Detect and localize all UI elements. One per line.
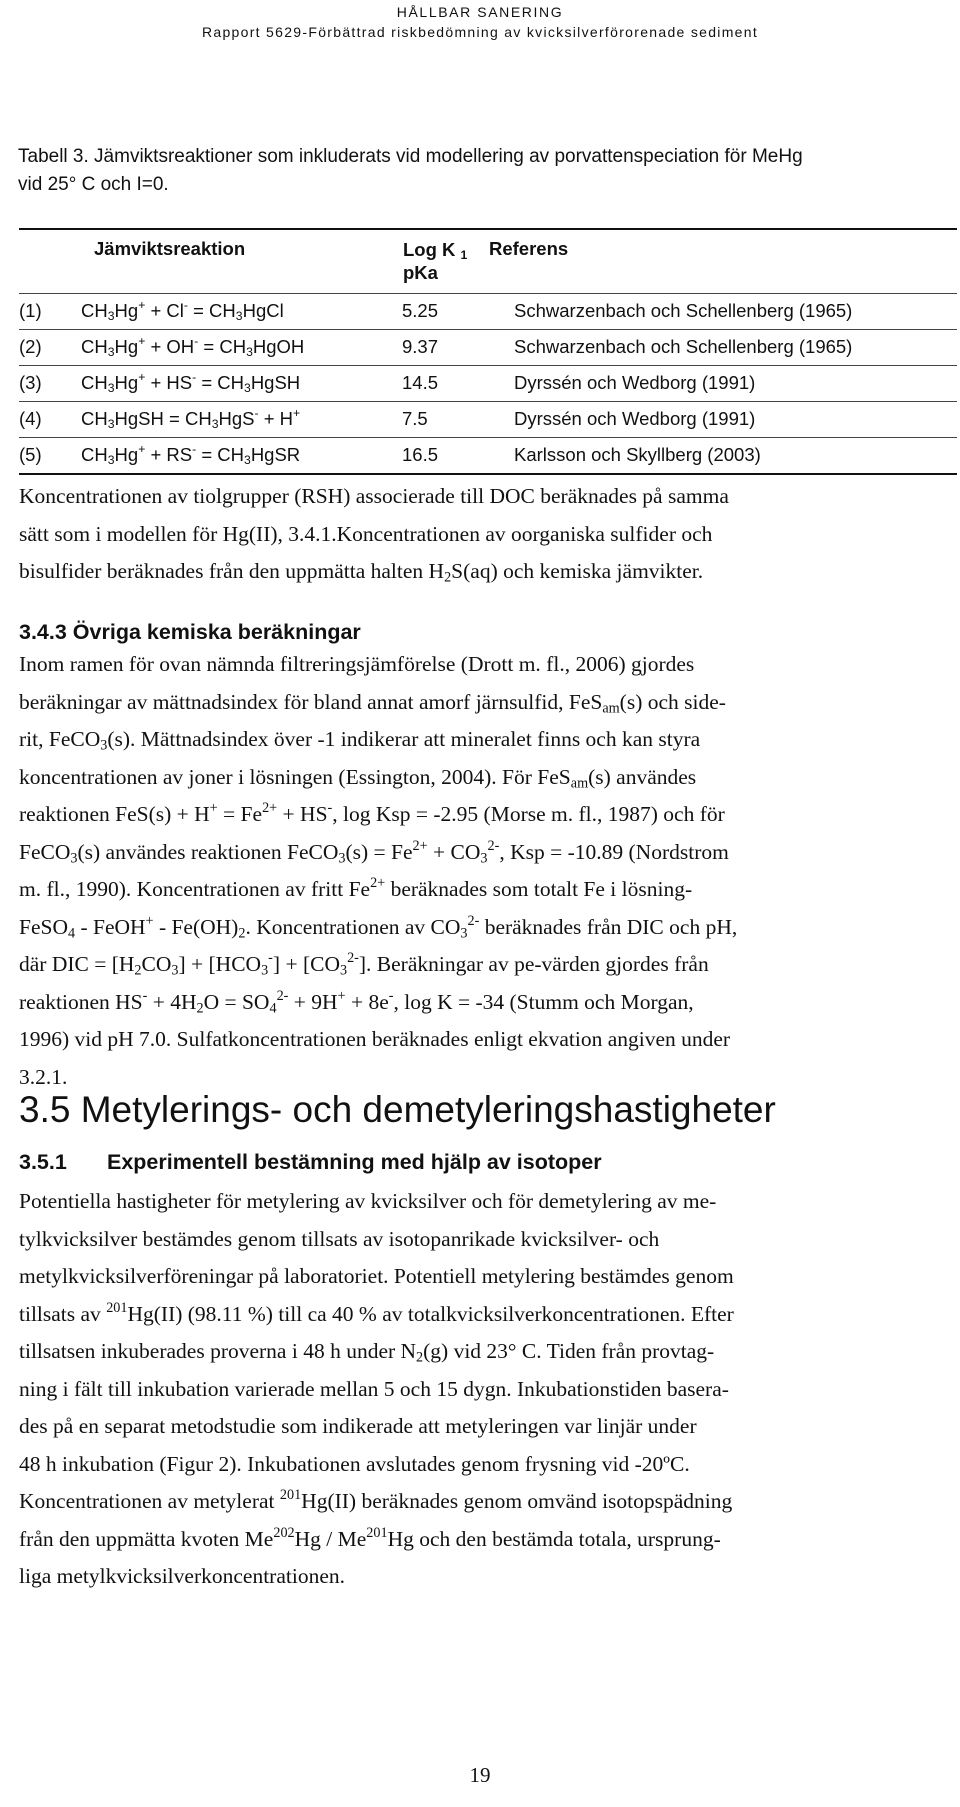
table-row: (1) $CH_3Hg^+ + Cl^-$ = $CH_3HgCl$ 5.25 Schwarzenbach och Schellenberg (1965)	[19, 298, 853, 324]
table-row: (3) $CH_3Hg^+ + HS^-$ = $CH_3HgSH$ 14.5 Dyrssén och Wedborg (1991)	[19, 370, 756, 396]
paragraph-isotopes: Potentiella hastigheter för metylering av kvicksilver och för demetylering av me- tylkvicksilver bestämdes genom tillsats av isotopanrikade kvicksilver- och metylkvicksilverföreningar på laboratoriet. Potentiell metylering bestämdes genom tillsats av $^{201}$Hg(II) (98.11 %) till ca 40 % av totalkvicksilverkoncentrationen. Efter tillsatsen inkuberades proverna i 48 h under $N_2(g)$ vid 23° C. Tiden från provtag- ning i fält till inkubation varierade mellan 5 och 15 dygn. Inkubationstiden basera- des på en separat metodstudie som indikerade att metyleringen var linjär under 48 h inkubation (Figur 2). Inkubationen avslutades genom frysning vid -20ºC. Koncentrationen av metylerat $^{201}$Hg(II) beräknades genom omvänd isotopspädning från den uppmätta kvoten Me$^{202}$Hg / Me$^{201}$Hg och den bestämda totala, ursprung- liga metylkvicksilverkoncentrationen.	[19, 1189, 734, 1588]
running-header	[0, 2, 960, 42]
header-subtitle: Rapport 5629-Förbättrad riskbedömning av kvicksilverförorenade sediment	[201, 24, 759, 40]
table-row: (5) $CH_3Hg^+ + RS^-$ = $CH_3HgSR$ 16.5 Karlsson och Skyllberg (2003)	[19, 442, 761, 468]
section-heading-3-5-1: 3.5.1 Experimentell bestämning med hjälp av isotoper	[19, 1150, 602, 1174]
table-header-row	[19, 230, 957, 293]
header-logk: Log K $_1$ pKa	[403, 239, 468, 283]
table-row: (4) $CH_3HgSH = CH_3HgS^- + H^+$ 7.5 Dyrssén och Wedborg (1991)	[19, 406, 756, 432]
paragraph-saturation-index: Inom ramen för ovan nämnda filtreringsjämförelse (Drott m. fl., 2006) gjordes beräkningar av mättnadsindex för bland annat amorf järnsulfid, FeS$_{am}$(s) och side- rit, FeCO$_3$(s). Mättnadsindex över -1 indikerar att mineralet finns och kan styra koncentrationen av joner i lösningen (Essington, 2004). För FeS$_{am}$(s) användes reaktionen $FeS(s) + H^+ = Fe^{2+} + HS^-$, log Ksp = -2.95 (Morse m. fl., 1987) och för FeCO$_3$(s) användes reaktionen FeCO$_3$(s) = $Fe^{2+} + CO_3^{2-}$, Ksp = -10.89 (Nordstrom m. fl., 1990). Koncentrationen av fritt $Fe^{2+}$ beräknades som totalt Fe i lösning- FeSO$_4$ - FeOH+ - $Fe(OH)_2$. Koncentrationen av $CO_3^{2-}$ beräknades från DIC och pH, där DIC = $[H_2CO_3] + [HCO_3^-] + [CO_3^{2-}]$. Beräkningar av pe-värden gjordes från reaktionen $HS^- + 4H_2O = SO_4^{2-} + 9H^+ + 8e^-$, log K = -34 (Stumm och Morgan, 1996) vid pH 7.0. Sulfatkoncentrationen beräknades enligt ekvation angiven under 3.2.1.	[19, 652, 738, 1089]
caption-line-1: Tabell 3. Jämviktsreaktioner som inkluderats vid modellering av porvattenspeciation för MeHg	[18, 146, 803, 167]
reaction-formula: $CH_3Hg^+ + HS^-$ = $CH_3HgSH$	[81, 370, 301, 396]
header-reference: Referens	[489, 238, 569, 259]
reaction-formula: $CH_3HgSH = CH_3HgS^- + H^+$	[81, 406, 301, 432]
reaction-formula: $CH_3Hg^+ + OH^-$ = $CH_3HgOH$	[81, 334, 305, 360]
reaction-formula: $CH_3Hg^+ + Cl^-$ = $CH_3HgCl$	[81, 298, 284, 324]
paragraph-rsh: Koncentrationen av tiolgrupper (RSH) associerade till DOC beräknades på samma sätt som i modellen för Hg(II), 3.4.1.Koncentrationen av oorganiska sulfider och bisulfider beräknades från den uppmätta halten $H_2S(aq)$ och kemiska jämvikter.	[19, 484, 729, 586]
caption-line-2: vid 25° C och I=0.	[18, 174, 169, 195]
table-bottom-rule	[19, 473, 957, 475]
section-heading-3-4-3: 3.4.3 Övriga kemiska beräkningar	[19, 620, 361, 644]
header-reaction: Jämviktsreaktion	[94, 238, 246, 259]
page-number: 19	[469, 1763, 491, 1787]
section-heading-3-5: 3.5 Metylerings- och demetyleringshastigheter	[19, 1089, 776, 1130]
reaction-formula: $CH_3Hg^+ + RS^-$ = $CH_3HgSR$	[81, 442, 301, 468]
header-title: HÅLLBAR SANERING	[396, 4, 564, 20]
equilibrium-table	[19, 228, 957, 475]
table-caption	[18, 143, 938, 199]
table-row: (2) $CH_3Hg^+ + OH^-$ = $CH_3HgOH$ 9.37 Schwarzenbach och Schellenberg (1965)	[19, 334, 853, 360]
